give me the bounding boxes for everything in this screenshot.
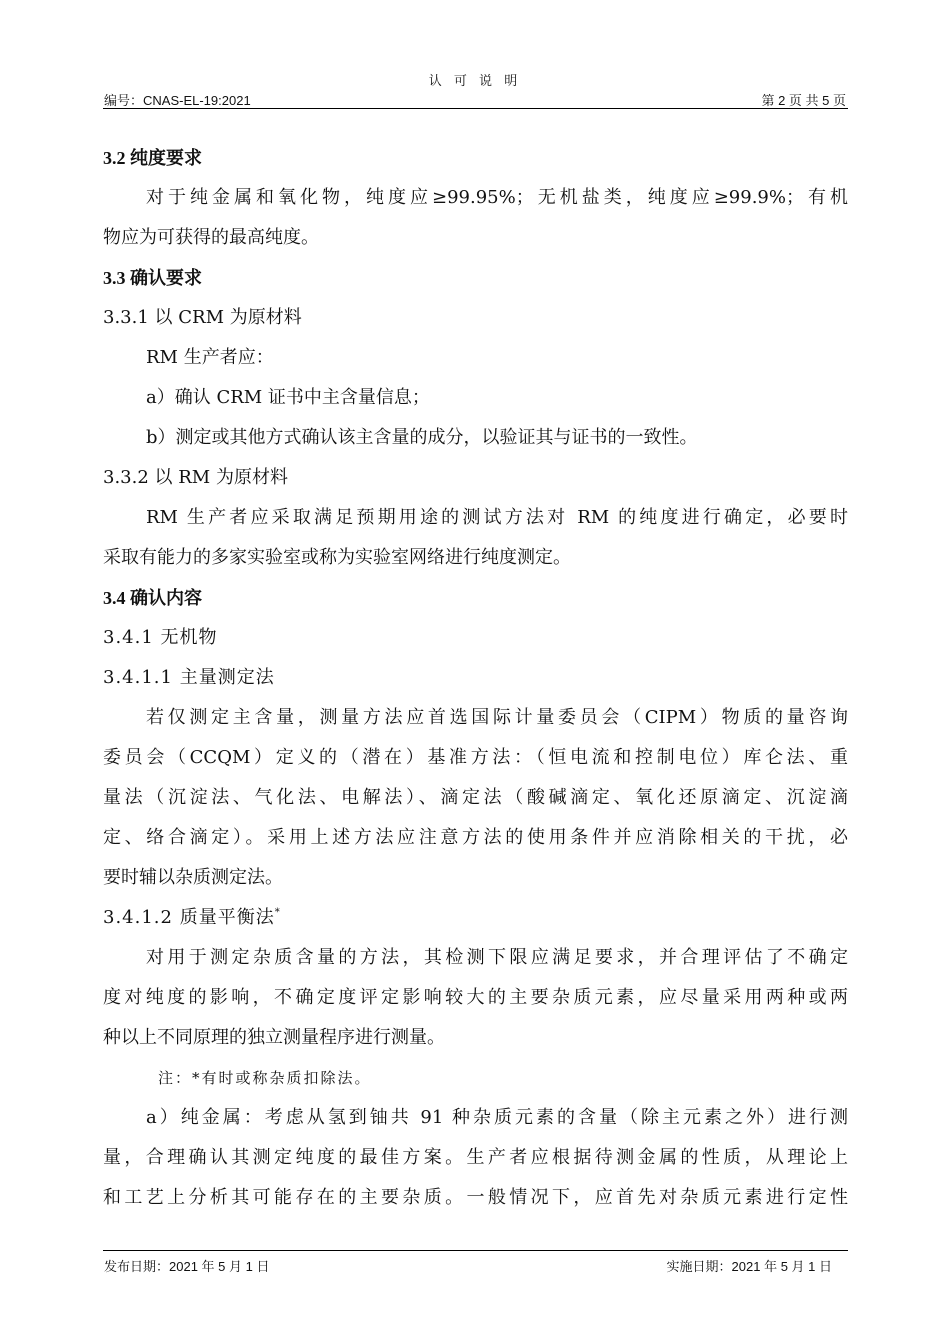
document-body [103,138,848,1218]
page-info: 第 2 页 共 5 页 [761,93,846,108]
paragraph-main-method-line: 要时辅以杂质测定法。 [103,867,283,888]
paragraph-mass-balance-line: 度对纯度的影响，不确定度评定影响较大的主要杂质元素，应尽量采用两种或两 [103,987,848,1008]
heading-3-3-2: 3.3.2 以 RM 为原材料 [103,467,288,488]
document-type-header: 认 可 说 明 [428,74,522,89]
footnote-mark: * [274,907,281,918]
heading-3-4-1-2-text: 3.4.1.2 质量平衡法 [103,907,275,928]
paragraph-rm-producer-intro: RM 生产者应： [146,347,274,368]
paragraph-pure-metal-line: 和工艺上分析其可能存在的主要杂质。一般情况下，应首先对杂质元素进行定性 [103,1187,848,1208]
heading-3-3: 3.3 确认要求 [103,268,202,288]
effective-date: 实施日期：2021 年 5 月 1 日 [666,1259,832,1274]
paragraph-main-method-line: 委员会（CCQM）定义的（潜在）基准方法：（恒电流和控制电位）库仑法、重 [103,747,848,768]
paragraph-main-method-line: 定、络合滴定）。采用上述方法应注意方法的使用条件并应消除相关的干扰，必 [103,827,848,848]
paragraph-main-method-line: 若仅测定主含量，测量方法应首选国际计量委员会（CIPM）物质的量咨询 [146,707,848,728]
paragraph-rm-material-line: 采取有能力的多家实验室或称为实验室网络进行纯度测定。 [103,547,571,568]
list-item-b: b）测定或其他方式确认该主含量的成分，以验证其与证书的一致性。 [146,427,698,448]
header-divider [103,108,848,109]
heading-3-4: 3.4 确认内容 [103,588,202,608]
publish-date: 发布日期：2021 年 5 月 1 日 [104,1259,270,1274]
document-number: 编号：CNAS-EL-19:2021 [104,93,251,108]
paragraph-rm-material-line: RM 生产者应采取满足预期用途的测试方法对 RM 的纯度进行确定，必要时 [146,507,848,528]
paragraph-mass-balance-line: 对用于测定杂质含量的方法，其检测下限应满足要求，并合理评估了不确定 [146,947,848,968]
footer-divider [103,1250,848,1251]
paragraph-pure-metal-line: 量，合理确认其测定纯度的最佳方案。生产者应根据待测金属的性质，从理论上 [103,1147,848,1168]
heading-3-4-1-1: 3.4.1.1 主量测定法 [103,667,275,688]
heading-3-2: 3.2 纯度要求 [103,148,202,168]
footnote-text: 注：*有时或称杂质扣除法。 [158,1069,372,1087]
paragraph-purity-line: 对于纯金属和氧化物，纯度应≥99.95%；无机盐类，纯度应≥99.9%；有机 [146,187,848,208]
heading-3-4-1-2 [103,898,848,938]
paragraph-pure-metal-line: a）纯金属：考虑从氢到铀共 91 种杂质元素的含量（除主元素之外）进行测 [146,1107,848,1128]
paragraph-main-method-line: 量法（沉淀法、气化法、电解法）、滴定法（酸碱滴定、氧化还原滴定、沉淀滴 [103,787,848,808]
heading-3-4-1: 3.4.1 无机物 [103,627,218,648]
paragraph-mass-balance-line: 种以上不同原理的独立测量程序进行测量。 [103,1027,445,1048]
paragraph-purity-line: 物应为可获得的最高纯度。 [103,227,319,248]
list-item-a: a）确认 CRM 证书中主含量信息； [146,387,430,408]
heading-3-3-1: 3.3.1 以 CRM 为原材料 [103,307,302,328]
